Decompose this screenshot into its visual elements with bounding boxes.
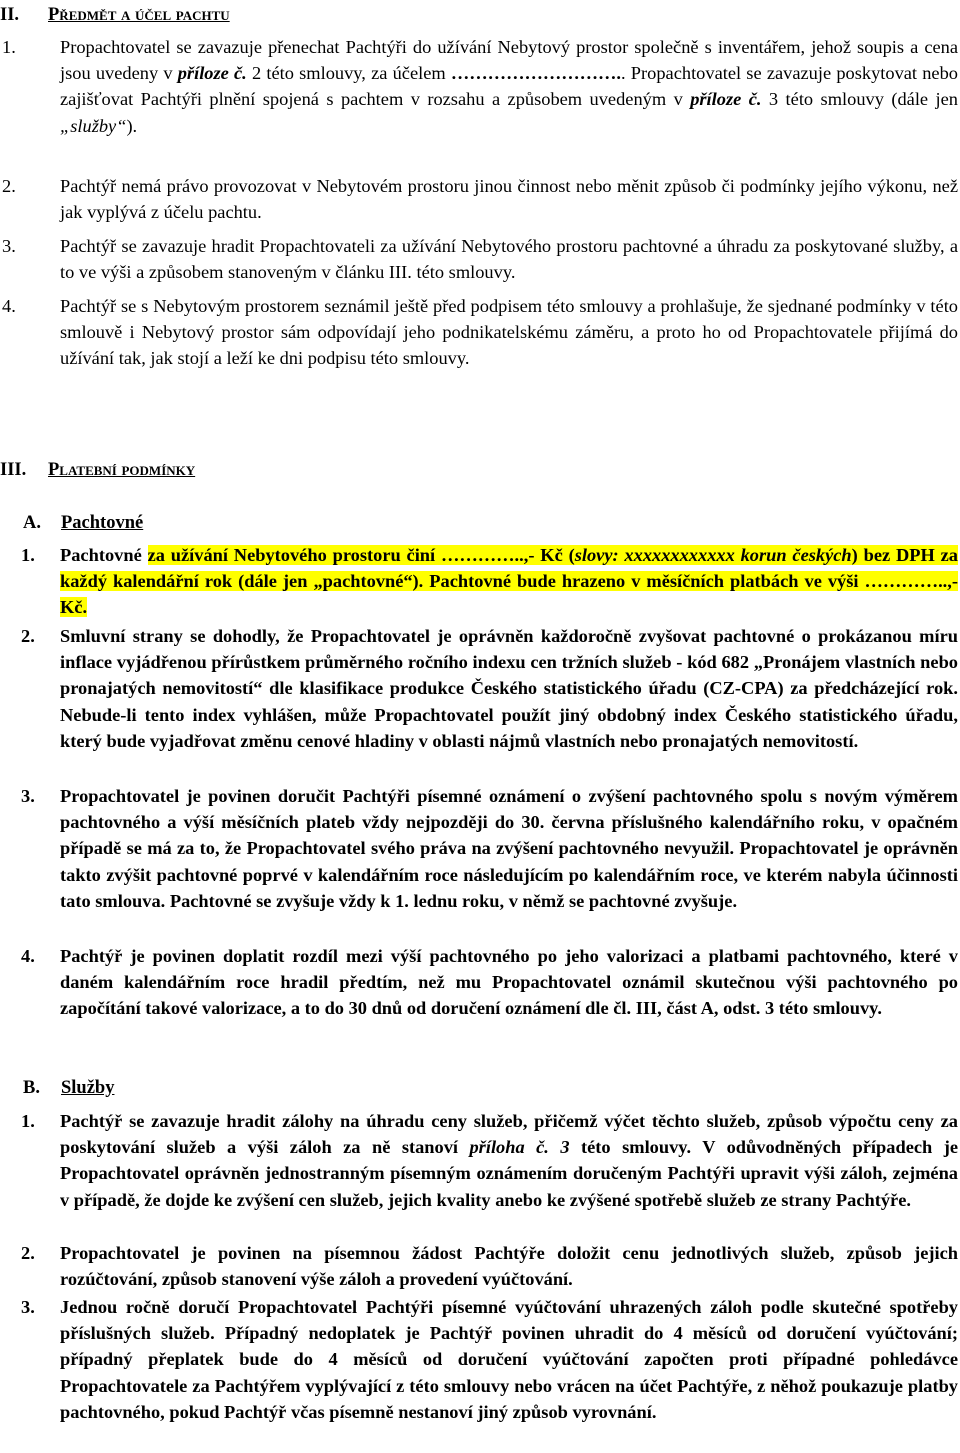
section-number: III. — [0, 460, 27, 480]
clause-text — [60, 1108, 958, 1213]
subsection-letter: B. — [23, 1078, 40, 1098]
clause-text — [60, 542, 958, 621]
clause-number: 3. — [2, 236, 16, 256]
text-run: . — [82, 597, 88, 618]
clause-a-3 — [0, 783, 958, 914]
clause-number: 3. — [21, 1297, 35, 1317]
clause-text: Jednou ročně doručí Propachtovatel Pachtýři písemné vyúčtování uhrazených záloh podle skutečné spotřeby příslušných služeb. Případný nedoplatek je Pachtýř povinen uhradit do 4 měsíců od doručení vyúčtování; případný přeplatek bude do 4 měsíců od doručení vyúčtování započten proti případné pohledávce Propachtovatele za Pachtýřem vyplývající z této smlouvy nebo vrácen na účet Pachtýře, z něhož poukazuje platby pachtovného, pokud Pachtýř včas písemně nestanoví jiný způsob vyrovnání. — [60, 1297, 958, 1422]
amount-in-words: slovy: xxxxxxxxxxxx korun českých — [574, 545, 852, 565]
clause-number: 1. — [21, 545, 35, 565]
text-run: za užívání Nebytového prostoru činí — [147, 545, 441, 565]
clause-b-2 — [0, 1240, 958, 1292]
subsection-title: Služby — [61, 1078, 115, 1098]
clause-text — [60, 34, 958, 139]
clause-ii-2 — [0, 173, 958, 225]
text-run: Pachtovné — [60, 545, 148, 565]
clause-text: Pachtýř nemá právo provozovat v Nebytovém prostoru jinou činnost nebo měnit způsob či podmínky jejího výkonu, než jak vyplývá z účelu pachtu. — [60, 176, 958, 223]
subsection-a-heading — [23, 512, 143, 534]
annex-reference: příloze č. — [177, 63, 247, 84]
section-iii-heading — [0, 459, 195, 481]
clause-ii-3 — [0, 233, 958, 285]
section-number: II. — [0, 5, 20, 25]
text-run: Propachtovatel se zavazuje přenechat Pachtýři do užívání Nebytový prostor společně s inventářem, jehož soupis a cena jsou uvedeny v — [60, 37, 958, 84]
clause-ii-1 — [0, 34, 958, 139]
clause-b-1 — [0, 1108, 958, 1213]
annex-reference: příloze č. — [690, 89, 762, 110]
text-run: ( — [562, 545, 575, 565]
section-ii-heading — [0, 4, 230, 26]
clause-number: 1. — [21, 1111, 35, 1131]
clause-ii-4 — [0, 293, 958, 372]
text-run: 2 této smlouvy, za účelem — [246, 63, 451, 84]
text-run: ). — [126, 115, 138, 136]
subsection-title: Pachtovné — [61, 513, 144, 533]
monthly-amount-placeholder: …………..,- Kč — [60, 571, 958, 618]
amount-placeholder: …………..,- Kč — [440, 545, 563, 565]
clause-number: 4. — [2, 296, 16, 316]
text-run: této smlouvy. V odůvodněných případech je Propachtovatel oprávněn jednostranným písemným oznámením doručeným Pachtýři upravit výši záloh, zejména v případě, že dojde ke zvýšení cen služeb, jejich kvality anebo ke zvýšené spotřebě služeb ze strany Pachtýře. — [60, 1137, 958, 1210]
clause-number: 3. — [21, 786, 35, 806]
clause-text: Pachtýř se s Nebytovým prostorem seznámil ještě před podpisem této smlouvy a prohlašuje, že sjednané podmínky v této smlouvě i Nebytový prostor sám odpovídají jeho podnikatelskému záměru, a proto ho od Propachtovatele přijímá do užívání tak, jak stojí a leží ke dni podpisu této smlouvy. — [60, 296, 958, 369]
defined-term: „služby“ — [60, 115, 127, 136]
clause-text: Pachtýř se zavazuje hradit Propachtovateli za užívání Nebytového prostoru pachtovné a úhradu za poskytované služby, a to ve výši a způsobem stanoveným v článku III. této smlouvy. — [60, 236, 958, 283]
clause-number: 4. — [21, 946, 35, 966]
clause-a-2 — [0, 623, 958, 754]
clause-number: 2. — [21, 1243, 35, 1263]
clause-text: Propachtovatel je povinen doručit Pachtýři písemné oznámení o zvýšení pachtovného spolu s novým výměrem pachtovného a výší měsíčních plateb vždy nejpozději do 30. června příslušného kalendářního roku, v opačném případě se má za to, že Propachtovatel svého práva na zvýšení pachtovného nevyužil. Propachtovatel je oprávněn takto zvýšit pachtovné poprvé v kalendářním roce následujícím po kalendářním roce, ve kterém nabyla účinnosti tato smlouva. Pachtovné se zvyšuje vždy k 1. lednu roku, v němž se pachtovné zvyšuje. — [60, 786, 958, 911]
clause-text: Propachtovatel je povinen na písemnou žádost Pachtýře doložit cenu jednotlivých služeb, způsob jejich rozúčtování, způsob stanovení výše záloh a provedení vyúčtování. — [60, 1243, 958, 1290]
clause-a-1 — [0, 542, 958, 621]
purpose-placeholder: ………………………. — [450, 63, 622, 84]
section-title: Platební podmínky — [48, 460, 196, 480]
clause-b-3 — [0, 1294, 958, 1425]
section-title: Předmět a účel pachtu — [48, 5, 230, 25]
annex-reference: příloha č. 3 — [469, 1137, 570, 1158]
subsection-b-heading — [23, 1077, 114, 1099]
clause-text: Smluvní strany se dohodly, že Propachtovatel je oprávněn každoročně zvyšovat pachtovné o prokázanou míru inflace vyjádřenou přírůstkem průměrného ročního indexu cen tržních služeb - kód 682 „Pronájem vlastních nebo pronajatých nemovitostí“ dle klasifikace produkce Českého statistického úřadu (CZ-CPA) za předcházející rok. Nebude-li tento index vyhlášen, může Propachtovatel použít jiný obdobný index Českého statistického úřadu, který bude vyjadřovat změnu cenové hladiny v oblasti nájmů vlastních nebo pronajatých nemovitostí. — [60, 626, 958, 751]
clause-number: 2. — [21, 626, 35, 646]
text-run: 3 této smlouvy (dále jen — [761, 89, 958, 110]
clause-number: 1. — [2, 37, 16, 57]
clause-number: 2. — [2, 176, 16, 196]
subsection-letter: A. — [23, 513, 41, 533]
clause-a-4 — [0, 943, 958, 1022]
text-run: Pachtýř se zavazuje hradit zálohy na úhradu ceny služeb, přičemž výčet těchto služeb, způsob výpočtu ceny za poskytování služeb a výši záloh za ně stanoví — [60, 1111, 958, 1158]
clause-text: Pachtýř je povinen doplatit rozdíl mezi výší pachtovného po jeho valorizaci a platbami pachtovného, které v daném kalendářním roce hradil předtím, než mu Propachtovatel oznámil skutečnou výši pachtovného po započítání takové valorizace, a to do 30 dnů od doručení oznámení dle čl. III, část A, odst. 3 této smlouvy. — [60, 946, 958, 1019]
text-run: . Propachtovatel se zavazuje poskytovat nebo zajišťovat Pachtýři plnění spojená s pachtem v rozsahu a způsobem uvedeným v — [60, 63, 958, 110]
text-run: ) bez DPH za každý kalendářní rok (dále jen „pachtovné“). Pachtovné bude hrazeno v měsíčních platbách ve výši — [60, 545, 958, 592]
